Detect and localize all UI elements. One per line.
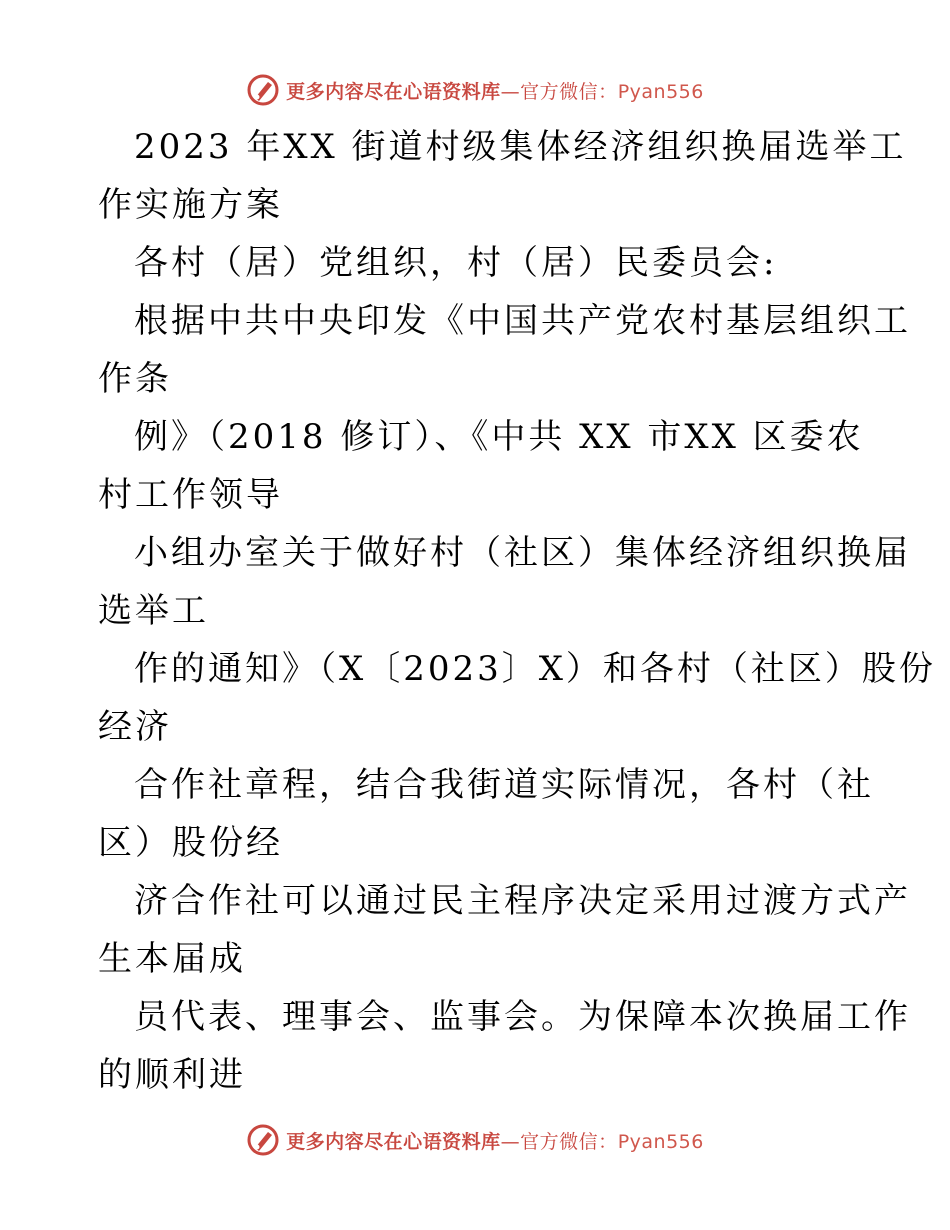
text-line: 济合作社可以通过民主程序决定采用过渡方式产 xyxy=(134,881,911,921)
pen-logo-icon xyxy=(246,73,280,107)
text-line: 作实施方案 xyxy=(98,185,283,225)
text-line: 区）股份经 xyxy=(98,823,283,863)
watermark-label: 官方微信： xyxy=(520,80,618,103)
watermark-footer xyxy=(0,1120,950,1160)
text-line: 的顺利进 xyxy=(98,1055,246,1095)
watermark-title: 更多内容尽在心语资料库 xyxy=(286,1130,501,1153)
watermark-id: Pyan556 xyxy=(617,80,704,103)
watermark-id: Pyan556 xyxy=(617,1130,704,1153)
text-line: 作条 xyxy=(98,359,172,399)
text-line: 经济 xyxy=(98,707,172,747)
text-line: 合作社章程，结合我街道实际情况，各村（社 xyxy=(134,765,874,805)
watermark-header xyxy=(0,70,950,110)
watermark-text xyxy=(286,77,704,104)
text-line: 各村（居）党组织，村（居）民委员会: xyxy=(134,243,778,283)
text-line: 根据中共中央印发《中国共产党农村基层组织工 xyxy=(134,301,911,341)
pen-logo-icon xyxy=(246,1123,280,1157)
text-line: 2023 年XX 街道村级集体经济组织换届选举工 xyxy=(134,127,907,167)
text-line: 生本届成 xyxy=(98,939,246,979)
watermark-title: 更多内容尽在心语资料库 xyxy=(286,80,501,103)
text-line: 村工作领导 xyxy=(98,475,283,515)
text-line: 选举工 xyxy=(98,591,209,631)
watermark-separator: — xyxy=(500,80,521,103)
watermark-label: 官方微信： xyxy=(520,1130,618,1153)
text-line: 作的通知》（X〔2023〕X）和各村（社区）股份 xyxy=(134,649,936,689)
text-line: 员代表、理事会、监事会。为保障本次换届工作 xyxy=(134,997,911,1037)
text-line: 例》（2018 修订）、《中共 XX 市XX 区委农 xyxy=(134,417,864,457)
watermark-separator: — xyxy=(500,1130,521,1153)
watermark-text xyxy=(286,1127,704,1154)
text-line: 小组办室关于做好村（社区）集体经济组织换届 xyxy=(134,533,911,573)
document-body xyxy=(98,118,936,1104)
